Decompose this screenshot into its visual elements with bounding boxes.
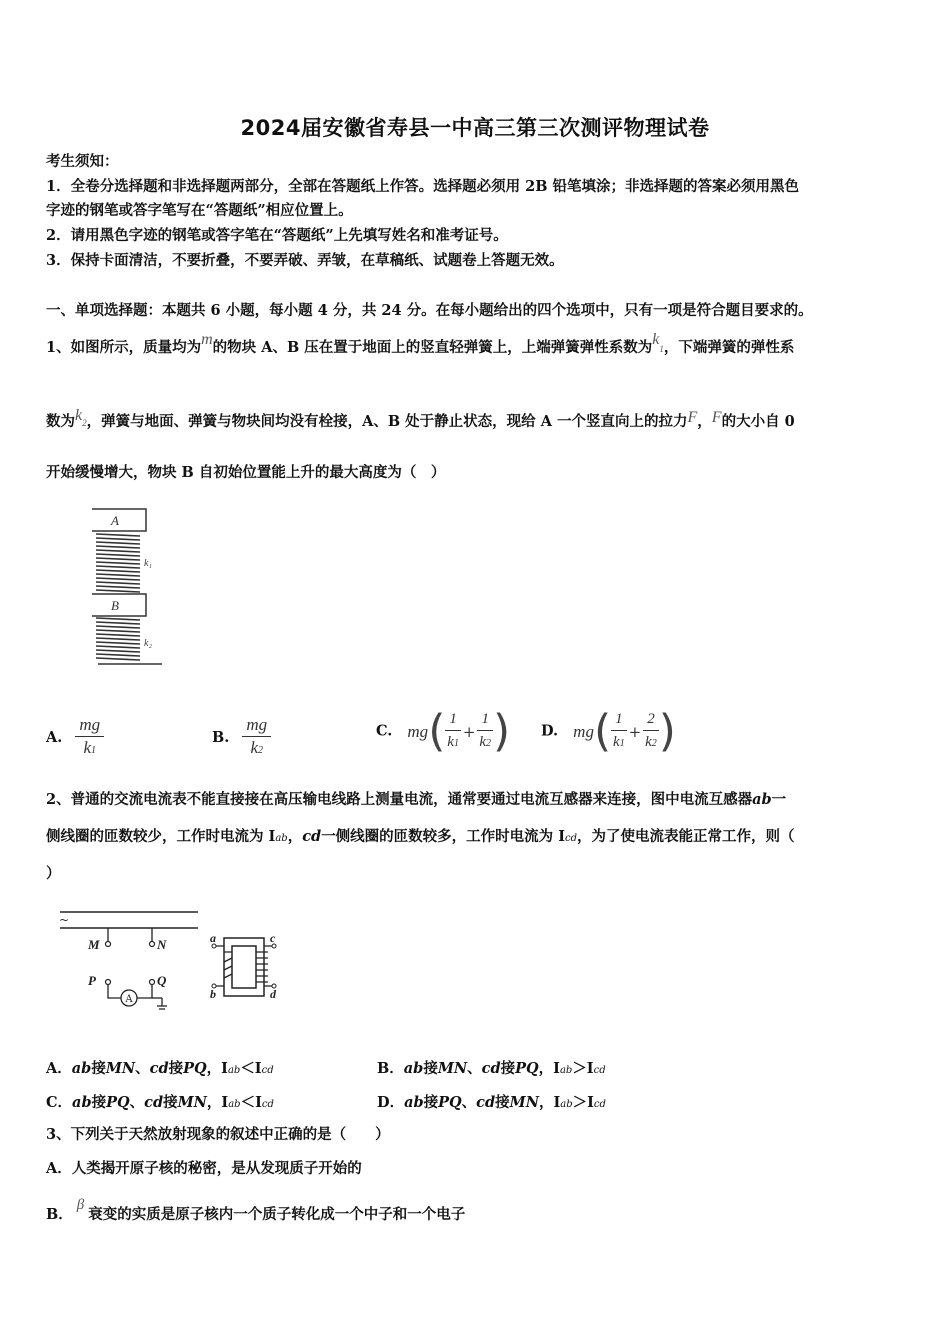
q1-option-d[interactable]: D. mg( $\frac{1}{k1}$ + $\frac{2}{k2}$ ) (541, 705, 676, 757)
q1-line-1: 1、如图所示，质量均为m的物块 A、B 压在置于地面上的竖直轻弹簧上，上端弹簧弹性系数为k1，下端弹簧的弹性系 (46, 331, 795, 356)
q2-option-b[interactable]: B．ab接MN、cd接PQ，Iab＞Icd (377, 1060, 606, 1077)
spring-k2 (96, 618, 140, 660)
fraction: $\frac{1}{k1}$ (611, 708, 627, 755)
var-F: F (687, 409, 698, 426)
q1-option-b[interactable]: B. $\frac{mg}{k2}$ (212, 714, 271, 762)
q1-option-a[interactable]: A. $\frac{mg}{k1}$ (46, 714, 104, 762)
q2-line-1: 2、普通的交流电流表不能直接接在高压输电线路上测量电流，通常要通过电流互感器来连接，图中电流互感器ab一 (46, 791, 787, 808)
fraction: $\frac{1}{k1}$ (445, 708, 461, 755)
fraction: $\frac{mg}{k2}$ (242, 714, 271, 762)
spring-k2-label: k₂ (144, 638, 152, 649)
spring-block-figure (92, 506, 172, 668)
section-heading: 一、单项选择题：本题共 6 小题，每小题 4 分，共 24 分。在每小题给出的四个选项中，只有一项是符合题目要求的。 (46, 302, 813, 319)
notice-heading: 考生须知： (46, 153, 119, 170)
terminal-q: Q (157, 973, 167, 988)
q2-option-a[interactable]: A．ab接MN、cd接PQ，Iab＜Icd (46, 1060, 274, 1077)
var-m: m (201, 331, 213, 348)
terminal-p: P (88, 973, 96, 988)
notice-line-1a: 1．全卷分选择题和非选择题两部分，全部在答题纸上作答。选择题必须用 2B 铅笔填涂；非选择题的答案必须用黑色 (46, 178, 800, 195)
q3-stem: 3、下列关于天然放射现象的叙述中正确的是（ ） (46, 1126, 390, 1143)
spring-k1-label: k₁ (144, 558, 152, 569)
q2-line-2: 侧线圈的匝数较少，工作时电流为 Iab，cd一侧线圈的匝数较多，工作时电流为 Icd，为了使电流表能正常工作，则（ (46, 828, 795, 845)
terminal-m: M (88, 937, 100, 952)
q2-line-3: ） (46, 865, 61, 882)
q1-option-c[interactable]: C. mg( $\frac{1}{k1}$ + $\frac{1}{k2}$ ) (376, 705, 511, 757)
ammeter-label: A (125, 994, 133, 1005)
terminal-n: N (157, 937, 167, 952)
var-beta: β (76, 1197, 85, 1213)
coil-c: c (270, 931, 276, 945)
fraction: $\frac{mg}{k1}$ (75, 714, 104, 762)
q2-option-c[interactable]: C．ab接PQ、cd接MN，Iab＜Icd (46, 1094, 274, 1111)
ac-symbol: ~ (59, 913, 70, 927)
coil-b: b (210, 987, 216, 1001)
transformer-circuit-figure (56, 906, 286, 1016)
q1-line-3: 开始缓慢增大，物块 B 自初始位置能上升的最大高度为（ ） (46, 464, 446, 481)
page-title: 2024届安徽省寿县一中高三第三次测评物理试卷 (240, 116, 710, 140)
q3-option-b[interactable]: B．β衰变的实质是原子核内一个质子转化成一个中子和一个电子 (46, 1197, 466, 1223)
q1-line-2: 数为k2，弹簧与地面、弹簧与物块间均没有栓接，A、B 处于静止状态，现给 A 一个竖直向上的拉力F，F的大小自 0 (46, 407, 795, 430)
notice-line-1b: 字迹的钢笔或答字笔写在“答题纸”相应位置上。 (46, 202, 353, 219)
var-k1: k (652, 331, 660, 348)
block-b-label: B (111, 598, 119, 613)
notice-line-3: 3．保持卡面清洁，不要折叠，不要弄破、弄皱，在草稿纸、试题卷上答题无效。 (46, 252, 564, 269)
coil-a: a (210, 931, 216, 945)
notice-line-2: 2．请用黑色字迹的钢笔或答字笔在“答题纸”上先填写姓名和准考证号。 (46, 227, 508, 244)
q2-option-d[interactable]: D．ab接PQ、cd接MN，Iab＞Icd (377, 1094, 606, 1111)
var-F-2: F (711, 409, 722, 426)
var-k2: k (75, 407, 83, 424)
fraction: $\frac{2}{k2}$ (643, 708, 659, 755)
coil-d: d (270, 987, 276, 1001)
spring-k1 (96, 534, 140, 592)
fraction: $\frac{1}{k2}$ (477, 708, 493, 755)
q3-option-a[interactable]: A．人类揭开原子核的秘密，是从发现质子开始的 (46, 1160, 362, 1177)
block-a-label: A (111, 513, 119, 528)
